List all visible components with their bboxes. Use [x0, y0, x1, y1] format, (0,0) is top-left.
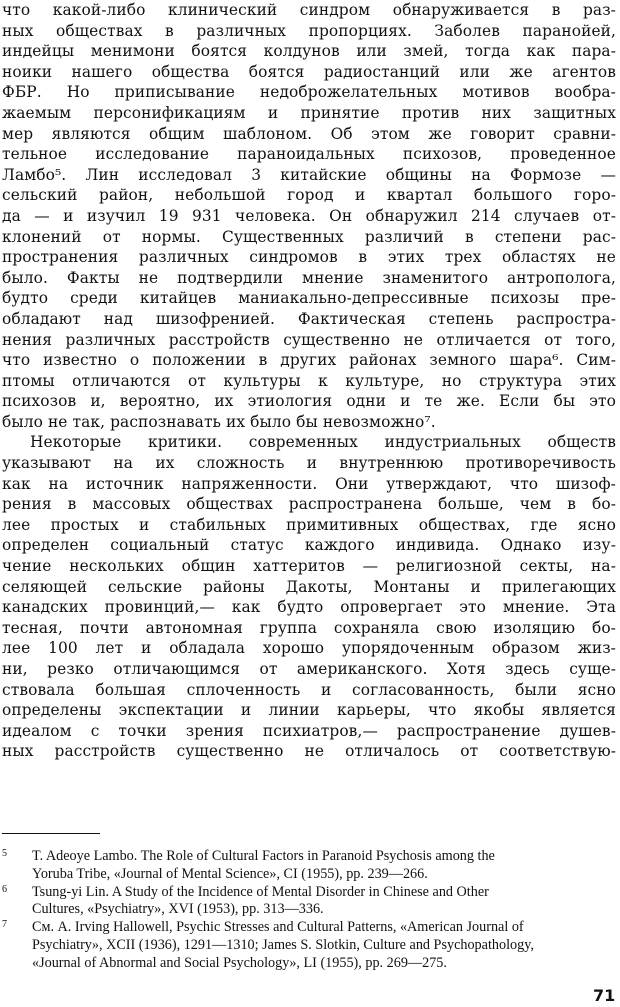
text-line: обладают над шизофренией. Фактическая степень распростра-	[2, 309, 616, 328]
text-line: лее 100 лет и обладала хорошо упорядоченным образом жиз-	[2, 639, 616, 658]
text-line: рения в массовых обществах распространена больше, чем в бо-	[2, 495, 616, 514]
footnote-line: Cultures, «Psychiatry», XVI (1953), pp. 313—336.	[32, 901, 324, 918]
text-line: чение нескольких общин хаттеритов — религиозной секты, на-	[2, 557, 616, 576]
footnote-separator	[2, 833, 100, 834]
text-line: тесная, почти автономная группа сохраняла свою изоляцию бо-	[2, 618, 616, 637]
page-number: 71	[593, 986, 616, 1005]
footnote-number: 6	[2, 883, 7, 895]
text-line: психозов и, вероятно, их этиология одни и те же. Если бы это	[2, 392, 616, 411]
paragraph-start-line: Некоторые критики. современных индустриальных обществ	[30, 433, 616, 452]
text-line: Ламбо⁵. Лин исследовал 3 китайские общины на Формозе —	[2, 165, 616, 184]
footnote-line: «Journal of Abnormal and Social Psychology», LI (1955), pp. 269—275.	[32, 954, 447, 971]
text-line: как на источник напряженности. Они утверждают, что шизоф-	[2, 474, 616, 493]
text-line: указывают на их сложность и внутреннюю противоречивость	[2, 454, 616, 473]
footnote-number: 5	[2, 848, 7, 859]
footnote-5	[2, 848, 616, 884]
footnote-line: Yoruba Tribe, «Journal of Mental Science», CI (1955), pp. 239—266.	[32, 865, 428, 882]
text-line: сельский район, небольшой город и квартал большого горо-	[2, 186, 616, 205]
text-line: тельное исследование параноидальных психозов, проведенное	[2, 145, 616, 164]
text-line: птомы отличаются от культуры к культуре, но структура этих	[2, 371, 616, 390]
footnote-line: Psychiatry», XCII (1936), 1291—1310; James S. Slotkin, Culture and Psychopathology,	[32, 936, 534, 953]
text-line: ствовала большая сплоченность и согласованность, были ясно	[2, 680, 616, 699]
footnote-number: 7	[2, 919, 7, 931]
footnotes	[2, 848, 616, 973]
text-line: идеалом с точки зрения психиатров,— распространение душев-	[2, 721, 616, 740]
text-line: ных расстройств существенно не отличалось от соответствую-	[2, 742, 616, 761]
footnote-line: См. A. Irving Hallowell, Psychic Stresses and Cultural Patterns, «American Journal of	[32, 919, 524, 936]
text-line: было. Факты не подтвердили мнение знаменитого антрополога,	[2, 268, 616, 287]
text-line: жаемым персонификациям и принятие против них защитных	[2, 103, 616, 122]
text-line: пространения различных синдромов в этих трех областях не	[2, 248, 616, 267]
text-line: селяющей сельские районы Дакоты, Монтаны и прилегающих	[2, 577, 616, 596]
text-line: определен социальный статус каждого индивида. Однако изу-	[2, 536, 616, 555]
text-line: было не так, распознавать их было бы невозможно⁷.	[2, 412, 436, 431]
text-line: ноики нашего общества боятся радиостанций или же агентов	[2, 62, 616, 81]
footnote-line: T. Adeoye Lambo. The Role of Cultural Factors in Paranoid Psychosis among the	[32, 848, 495, 864]
text-line: индейцы менимони боятся колдунов или змей, тогда как пара-	[2, 42, 616, 61]
text-line: ФБР. Но приписывание недоброжелательных мотивов вообра-	[2, 83, 616, 102]
footnote-6	[2, 884, 616, 920]
footnote-7	[2, 919, 616, 972]
text-line: определены экспектации и линии карьеры, что якобы является	[2, 701, 616, 720]
text-line: ни, резко отличающимся от американского. Хотя здесь суще-	[2, 660, 616, 678]
text-line: да — и изучил 19 931 человека. Он обнаружил 214 случаев от-	[2, 206, 616, 225]
footnote-line: Tsung-yi Lin. A Study of the Incidence of Mental Disorder in Chinese and Other	[32, 883, 489, 900]
text-line: лее простых и стабильных примитивных обществах, где ясно	[2, 515, 616, 534]
text-line: мер являются общим шаблоном. Об этом же говорит сравни-	[2, 124, 616, 143]
text-line: нения различных расстройств существенно не отличается от того,	[2, 330, 616, 349]
text-line: канадских провинций,— как будто опровергает это мнение. Эта	[2, 598, 616, 617]
main-text	[2, 0, 616, 762]
text-line: что какой-либо клинический синдром обнаруживается в раз-	[2, 1, 616, 19]
text-line: клонений от нормы. Существенных различий в степени рас-	[2, 227, 616, 246]
text-line: что известно о положении в других районах земного шара⁶. Сим-	[2, 351, 616, 370]
text-line: ных обществах в различных пропорциях. Заболев паранойей,	[2, 21, 616, 40]
text-line: будто среди китайцев маниакально-депрессивные психозы пре-	[2, 289, 616, 308]
